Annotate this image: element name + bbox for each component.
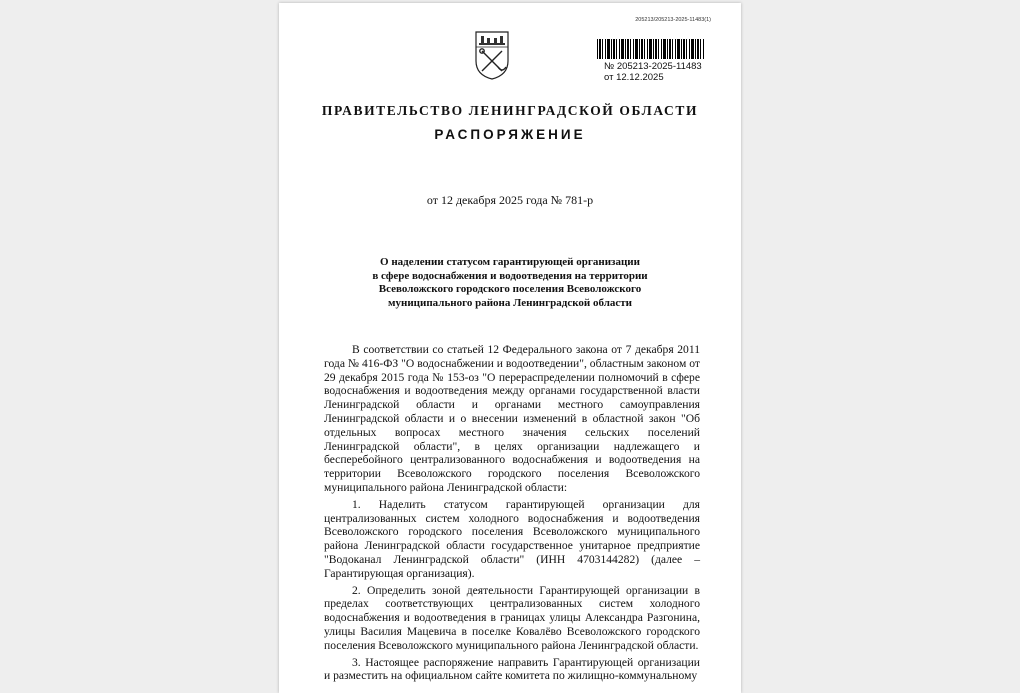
document-subject <box>319 256 701 310</box>
body-paragraph-3: 3. Настоящее распоряжение направить Гарантирующей организации и разместить на официальном сайте комитета по жилищно-коммунальному <box>324 655 700 683</box>
government-title: ПРАВИТЕЛЬСТВО ЛЕНИНГРАДСКОЙ ОБЛАСТИ <box>321 103 699 118</box>
subject-line: муниципального района Ленинградской области <box>388 296 632 309</box>
document-type: РАСПОРЯЖЕНИЕ <box>434 127 586 142</box>
body-paragraph-1: 1. Наделить статусом гарантирующей организации для централизованных систем холодного водоснабжения и водоотведения Всеволожского городского поселения Всеволожского муниципального района Ленинградской области государственное унитарное предприятие "Водоканал Ленинградской области" (ИНН 4703144282) (далее – Гарантирующая организация). <box>324 497 700 580</box>
subject-line: О наделении статусом гарантирующей организации <box>380 256 640 268</box>
registration-block <box>604 61 702 83</box>
subject-line: в сфере водоснабжения и водоотведения на территории <box>372 269 648 282</box>
coat-of-arms-icon <box>473 29 511 81</box>
document-page <box>279 3 741 693</box>
document-body <box>324 343 700 686</box>
document-id: 205213/205213-2025-11483(1) <box>635 17 711 23</box>
body-paragraph-preamble: В соответствии со статьей 12 Федерального закона от 7 декабря 2011 года № 416-ФЗ "О водоснабжении и водоотведении", областным законом от 29 декабря 2015 года № 153-оз "О перераспределении полномочий в сфере водоснабжения и водоотведения между органами государственной власти Ленинградской области и органами местного самоуправления Ленинградской области и о внесении изменений в областной закон "Об отдельных вопросах местного значения сельских поселений Ленинградской области", в целях организации надлежащего и бесперебойного централизованного водоснабжения и водоотведения на территории Всеволожского городского поселения Всеволожского муниципального района Ленинградской области: <box>324 343 700 494</box>
body-paragraph-2: 2. Определить зоной деятельности Гарантирующей организации в пределах соответствующих централизованных систем холодного водоснабжения и водоотведения в границах улицы Александра Разгонина, улицы Василия Мацевича в поселке Ковалёво Всеволожского городского поселения Всеволожского муниципального района Ленинградской области. <box>324 583 700 652</box>
document-date-number: от 12 декабря 2025 года № 781-р <box>426 193 594 207</box>
barcode <box>597 39 705 59</box>
registration-number: № 205213-2025-11483 <box>604 61 702 72</box>
subject-line: Всеволожского городского поселения Всеволожского <box>378 283 642 295</box>
registration-date: от 12.12.2025 <box>604 72 664 83</box>
